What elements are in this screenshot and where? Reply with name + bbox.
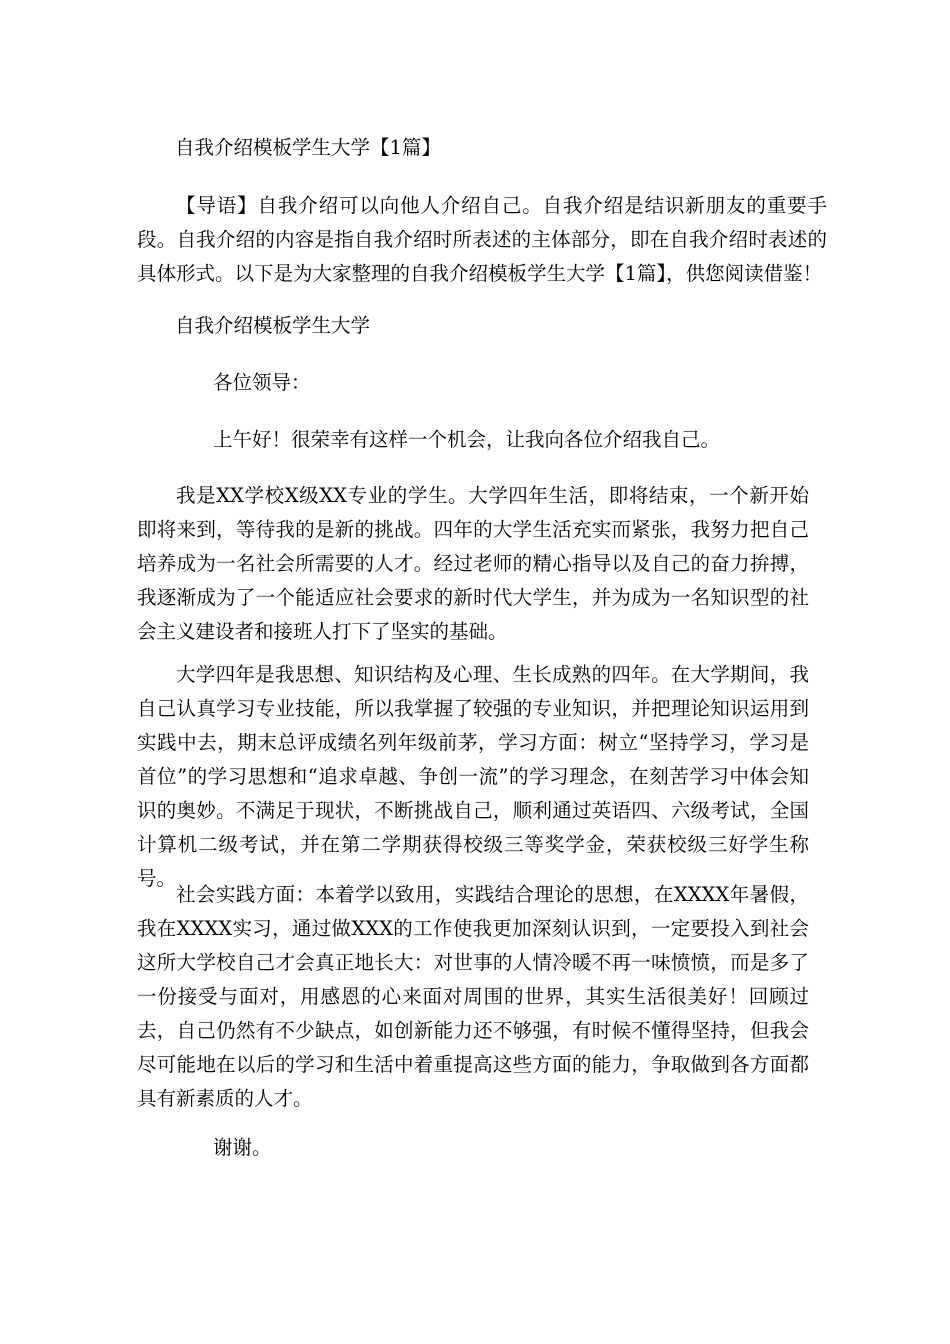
salutation: 各位领导： [213, 371, 311, 394]
greeting: 上午好！很荣幸有这样一个机会，让我向各位介绍我自己。 [213, 428, 721, 451]
body-paragraph-2: 大学四年是我思想、知识结构及心理、生长成熟的四年。在大学期间，我自己认真学习专业技能，所以我掌握了较强的专业知识，并把理论知识运用到实践中去，期末总评成绩名列年级前茅，学习方面：树立“坚持学习，学习是首位”的学习思想和“追求卓越、争创一流”的学习理念，在刻苦学习中体会知识的奥妙。不满足于现状，不断挑战自己，顺利通过英语四、六级考试，全国计算机二级考试，并在第二学期获得校级三等奖学金，荣获校级三好学生称号。 [137, 663, 809, 890]
subtitle: 自我介绍模板学生大学 [175, 314, 371, 337]
intro-paragraph: 【导语】自我介绍可以向他人介绍自己。自我介绍是结识新朋友的重要手段。自我介绍的内容是指自我介绍时所表述的主体部分，即在自我介绍时表述的具体形式。以下是为大家整理的自我介绍模板学生大学【1篇】，供您阅读借鉴！ [137, 194, 827, 285]
closing: 谢谢。 [213, 1136, 272, 1159]
body-paragraph-3: 社会实践方面：本着学以致用，实践结合理论的思想，在XXXX年暑假，我在XXXX实习，通过做XXX的工作使我更加深刻认识到，一定要投入到社会这所大学校自己才会真正地长大：对世事的人情冷暖不再一味愤愤，而是多了一份接受与面对，用感恩的心来面对周围的世界，其实生活很美好！回顾过去，自己仍然有不少缺点，如创新能力还不够强，有时候不懂得坚持，但我会尽可能地在以后的学习和生活中着重提高这些方面的能力，争取做到各方面都具有新素质的人才。 [137, 883, 809, 1110]
document-title: 自我介绍模板学生大学【1篇】 [175, 136, 441, 159]
body-paragraph-1: 我是XX学校X级XX专业的学生。大学四年生活，即将结束，一个新开始即将来到，等待我的是新的挑战。四年的大学生活充实而紧张，我努力把自己培养成为一名社会所需要的人才。经过老师的精心指导以及自己的奋力拚搏，我逐渐成为了一个能适应社会要求的新时代大学生，并为成为一名知识型的社会主义建设者和接班人打下了坚实的基础。 [137, 484, 809, 643]
